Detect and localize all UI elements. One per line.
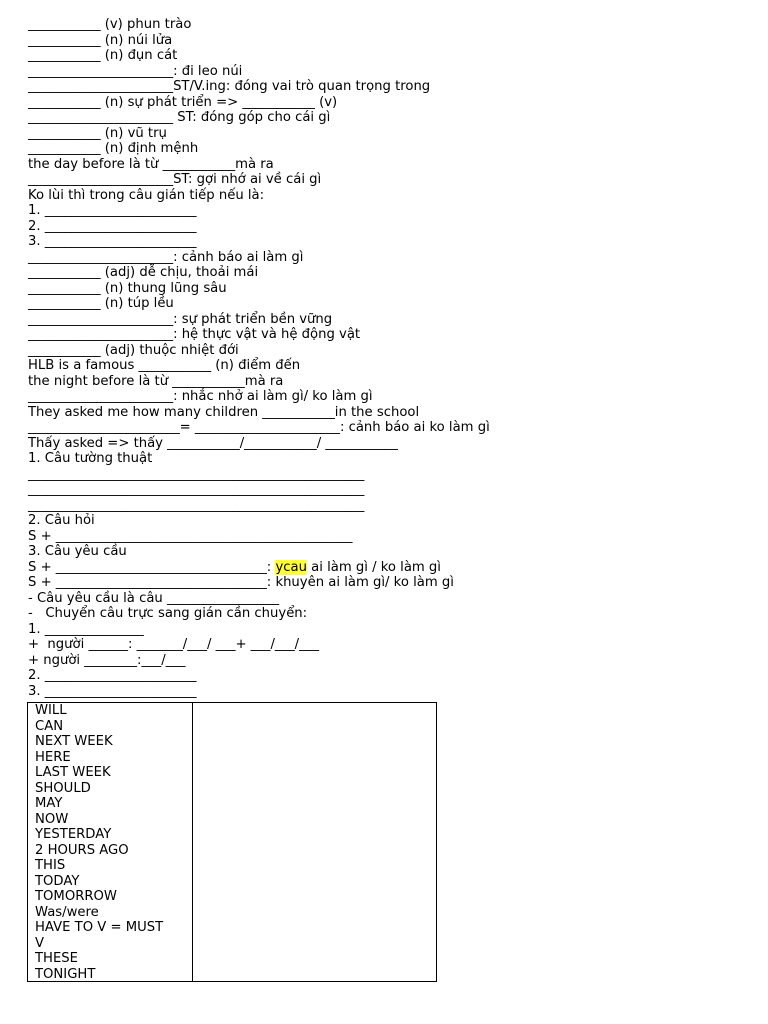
- worksheet-line: ______________________: nhắc nhở ai làm gì/ ko làm gì: [28, 389, 373, 404]
- worksheet-line: ___________ (n) sự phát triển => ___________ (v): [28, 94, 338, 110]
- request-line-prefix: S + ________________________________:: [28, 559, 276, 575]
- worksheet-line: ___________________________________________________: [28, 466, 365, 482]
- worksheet-line: ______________________ ST: đóng góp cho cái gì: [28, 110, 331, 125]
- table-item: CAN: [35, 718, 64, 734]
- worksheet-line: ___________ (n) đụn cát: [28, 48, 178, 63]
- worksheet-line: 2. _______________________: [28, 668, 197, 683]
- worksheet-line: - Câu yêu cầu là câu _________________: [28, 590, 280, 606]
- worksheet-line: ______________________: hệ thực vật và hệ động vật: [28, 327, 361, 342]
- worksheet-line: ______________________ST: gợi nhớ ai về cái gì: [28, 172, 322, 187]
- table-item: TODAY: [35, 873, 80, 889]
- table-item: NOW: [35, 811, 69, 827]
- table-item: WILL: [35, 703, 67, 718]
- table-item: 2 HOURS AGO: [35, 842, 129, 858]
- table-item: HAVE TO V = MUST: [35, 920, 164, 935]
- table-item: HERE: [35, 749, 71, 765]
- worksheet-line: HLB is a famous ___________ (n) điểm đến: [28, 358, 301, 373]
- worksheet-line: 3. _______________________: [28, 683, 197, 699]
- worksheet-line: ______________________: đi leo núi: [28, 63, 243, 79]
- table-item: NEXT WEEK: [35, 734, 113, 749]
- worksheet-line: S + _____________________________________________: [28, 528, 353, 544]
- worksheet-line: + người ______: _______/___/ ___+ ___/___/___: [28, 637, 319, 652]
- worksheet-line: Ko lùi thì trong câu gián tiếp nếu là:: [28, 187, 265, 203]
- table-item: MAY: [35, 796, 63, 811]
- conversion-table: [27, 702, 437, 982]
- table-item: LAST WEEK: [35, 765, 111, 780]
- worksheet-line: 3. _______________________: [28, 234, 197, 249]
- worksheet-line: 1. Câu tường thuật: [28, 451, 153, 466]
- table-item: THIS: [35, 858, 66, 873]
- highlighted-word: ycau: [275, 559, 307, 575]
- table-item: TOMORROW: [35, 889, 117, 904]
- worksheet-line: S + ________________________________: khuyên ai làm gì/ ko làm gì: [28, 575, 454, 590]
- worksheet-line: ______________________: cảnh báo ai làm gì: [28, 249, 304, 265]
- worksheet-line: ______________________ST/V.ing: đóng vai trò quan trọng trong: [28, 79, 431, 94]
- worksheet-line: the day before là từ ___________mà ra: [28, 156, 274, 172]
- reported-speech-column: [193, 703, 436, 981]
- worksheet-line: ___________ (adj) dễ chịu, thoải mái: [28, 265, 259, 280]
- table-item: TONIGHT: [35, 966, 96, 982]
- worksheet-line: ___________ (n) túp lều: [28, 296, 174, 311]
- worksheet-body: [28, 17, 748, 699]
- table-item: SHOULD: [35, 780, 91, 796]
- table-item: THESE: [35, 951, 79, 966]
- worksheet-line: ___________ (adj) thuộc nhiệt đới: [28, 342, 239, 358]
- worksheet-line: ______________________: sự phát triển bền vững: [28, 311, 333, 327]
- worksheet-line: 3. Câu yêu cầu: [28, 544, 127, 559]
- worksheet-line: + người ________:___/___: [28, 652, 186, 668]
- worksheet-line: Thấy asked => thấy ___________/___________/ ___________: [28, 435, 398, 451]
- worksheet-line: ___________ (n) thung lũng sâu: [28, 280, 227, 296]
- worksheet-line: ___________ (n) núi lửa: [28, 32, 173, 48]
- worksheet-line: 1. _______________: [28, 621, 144, 637]
- table-item-continued: V: [35, 935, 45, 951]
- worksheet-line: the night before là từ ___________mà ra: [28, 373, 284, 389]
- worksheet-line: They asked me how many children ___________in the school: [28, 404, 420, 420]
- worksheet-line: 2. Câu hỏi: [28, 513, 95, 528]
- worksheet-line: ___________ (n) định mệnh: [28, 141, 199, 156]
- worksheet-line: 2. _______________________: [28, 218, 197, 234]
- worksheet-line: ___________________________________________________: [28, 482, 365, 497]
- worksheet-line: ___________________________________________________: [28, 497, 365, 513]
- request-line-suffix: ai làm gì / ko làm gì: [306, 559, 441, 575]
- request-line: [28, 560, 748, 576]
- worksheet-line: 1. _______________________: [28, 203, 197, 218]
- worksheet-line: ___________ (v) phun trào: [28, 17, 192, 32]
- worksheet-line: - Chuyển câu trực sang gián cần chuyển:: [28, 606, 308, 621]
- worksheet-line: _______________________= ______________________: cảnh báo ai ko làm gì: [28, 420, 490, 435]
- worksheet-line: ___________ (n) vũ trụ: [28, 125, 167, 141]
- table-item: Was/were: [35, 904, 99, 920]
- table-item: YESTERDAY: [35, 827, 112, 842]
- direct-speech-column: [28, 703, 193, 981]
